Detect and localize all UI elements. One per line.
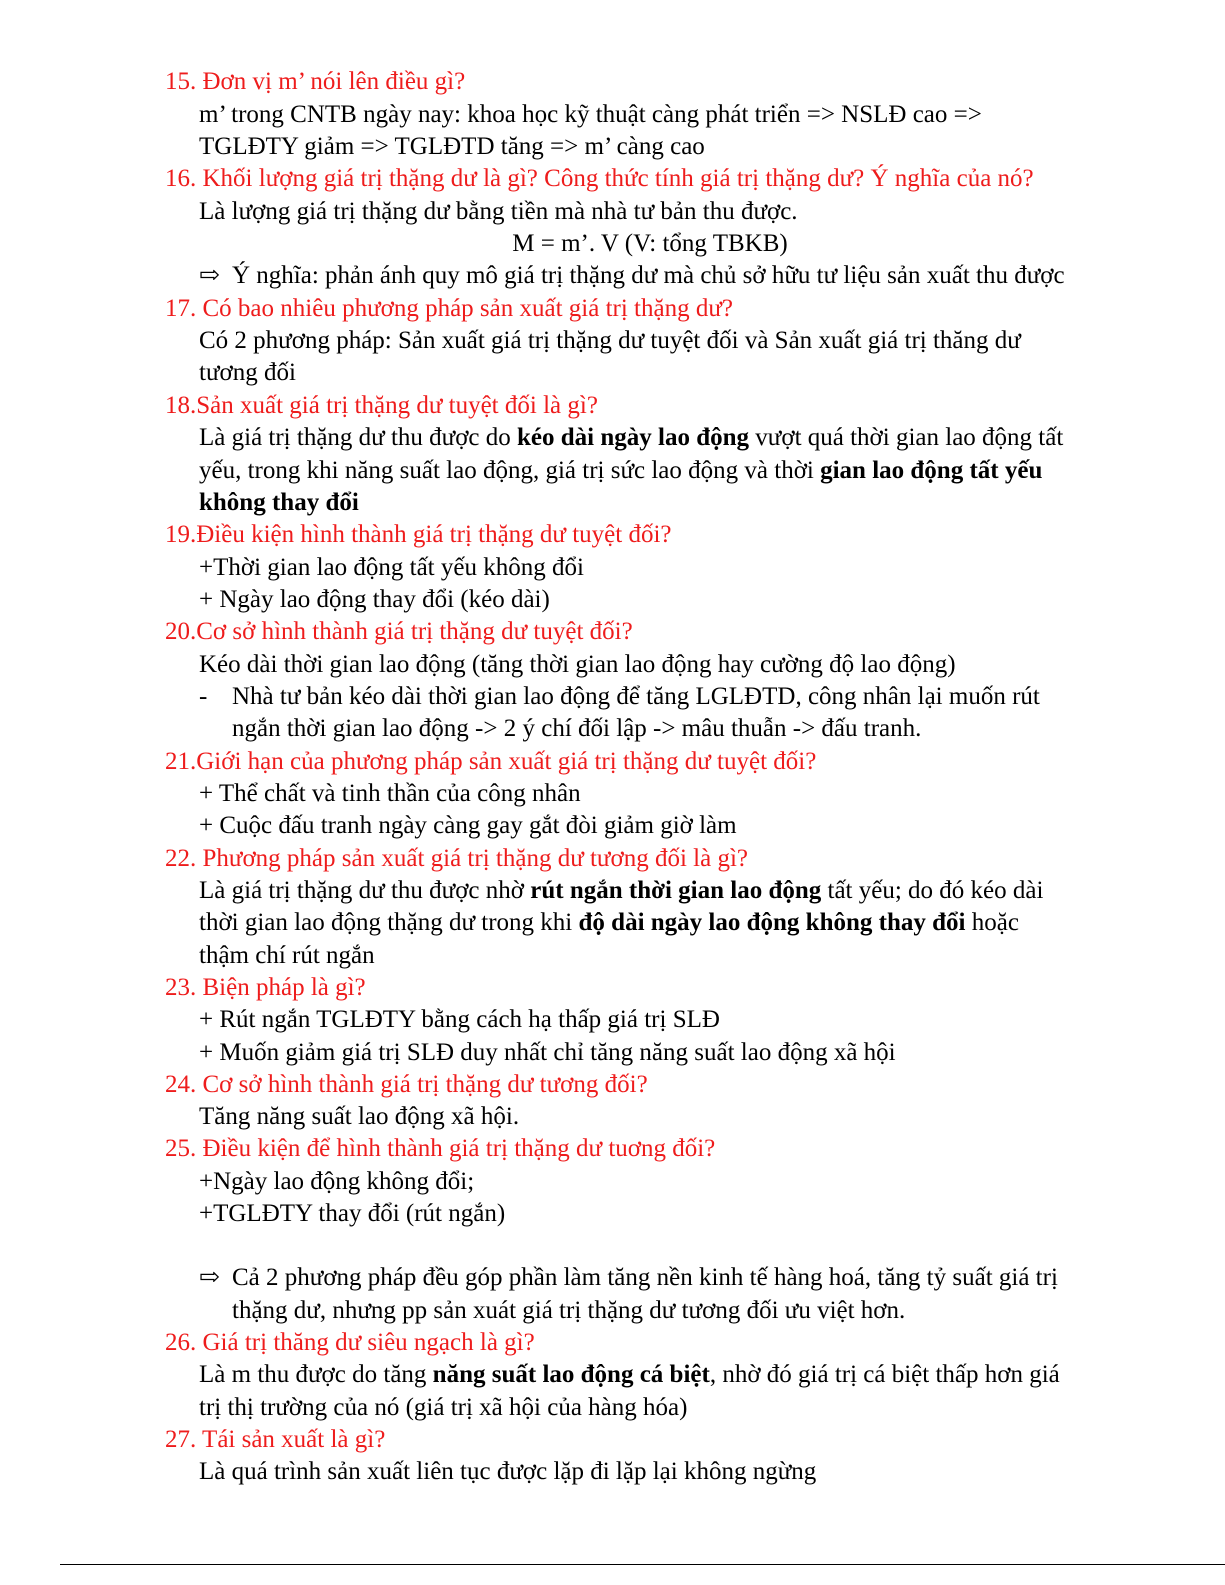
answer-25-line-1: +Ngày lao động không đổi; <box>199 1168 475 1195</box>
answer-18-bold: không thay đổi <box>199 489 359 516</box>
answer-26-text: Là m thu được do tăng <box>199 1361 433 1388</box>
answer-15-line-2: TGLĐTY giảm => TGLĐTD tăng => m’ càng cao <box>199 133 705 160</box>
answer-23-line-1: + Rút ngắn TGLĐTY bằng cách hạ thấp giá trị SLĐ <box>199 1006 720 1033</box>
answer-22-line-1 <box>199 875 1043 907</box>
question-27-title: 27. Tái sản xuất là gì? <box>165 1426 386 1453</box>
answer-20-line-2: Nhà tư bản kéo dài thời gian lao động để tăng LGLĐTD, công nhân lại muốn rút <box>232 683 1040 710</box>
arrow-icon: ⇨ <box>199 262 220 289</box>
answer-26-bold: năng suất lao động cá biệt <box>432 1361 710 1388</box>
answer-20-line-1: Kéo dài thời gian lao động (tăng thời gian lao động hay cường độ lao động) <box>199 651 956 678</box>
answer-21-line-1: + Thể chất và tinh thần của công nhân <box>199 780 581 807</box>
answer-16-line-1: Là lượng giá trị thặng dư bằng tiền mà nhà tư bản thu được. <box>199 198 798 225</box>
answer-22-text: Là giá trị thặng dư thu được nhờ <box>199 877 531 904</box>
dash-bullet-icon: - <box>199 683 208 710</box>
answer-19-line-2: + Ngày lao động thay đổi (kéo dài) <box>199 586 550 613</box>
answer-25-conclusion-line-1: Cả 2 phương pháp đều góp phần làm tăng nền kinh tế hàng hoá, tăng tỷ suất giá trị <box>232 1264 1058 1291</box>
answer-18-line-2 <box>199 455 1042 487</box>
answer-19-line-1: +Thời gian lao động tất yếu không đổi <box>199 554 584 581</box>
answer-18-text: vượt quá thời gian lao động tất <box>749 424 1064 451</box>
answer-16-formula: M = m’. V (V: tổng TBKB) <box>512 230 788 257</box>
arrow-icon: ⇨ <box>199 1264 220 1291</box>
question-15-title: 15. Đơn vị m’ nói lên điều gì? <box>165 68 466 95</box>
question-19-title: 19.Điều kiện hình thành giá trị thặng dư tuyệt đối? <box>165 521 672 548</box>
answer-26-line-2: trị thị trường của nó (giá trị xã hội của hàng hóa) <box>199 1394 688 1421</box>
question-21-title: 21.Giới hạn của phương pháp sản xuất giá trị thặng dư tuyệt đối? <box>165 748 817 775</box>
question-18-title: 18.Sản xuất giá trị thặng dư tuyệt đối là gì? <box>165 392 598 419</box>
answer-18-bold: kéo dài ngày lao động <box>517 424 750 451</box>
answer-18-text: Là giá trị thặng dư thu được do <box>199 424 518 451</box>
answer-16-meaning-text: Ý nghĩa: phản ánh quy mô giá trị thặng dư mà chủ sở hữu tư liệu sản xuất thu được <box>232 262 1065 289</box>
answer-18-text: yếu, trong khi năng suất lao động, giá trị sức lao động và thời <box>199 457 821 484</box>
answer-23-line-2: + Muốn giảm giá trị SLĐ duy nhất chỉ tăng năng suất lao động xã hội <box>199 1039 896 1066</box>
answer-25-conclusion-line-2: thặng dư, nhưng pp sản xuát giá trị thặng dư tương đối ưu việt hơn. <box>232 1297 906 1324</box>
question-24-title: 24. Cơ sở hình thành giá trị thặng dư tương đối? <box>165 1071 648 1098</box>
answer-20-line-3: ngắn thời gian lao động -> 2 ý chí đối lập -> mâu thuẫn -> đấu tranh. <box>232 715 922 742</box>
answer-24-line-1: Tăng năng suất lao động xã hội. <box>199 1103 520 1130</box>
answer-15-line-1: m’ trong CNTB ngày nay: khoa học kỹ thuật càng phát triển => NSLĐ cao => <box>199 101 982 128</box>
page-bottom-rule <box>60 1564 1225 1565</box>
answer-22-bold: độ dài ngày lao động không thay đổi <box>578 909 966 936</box>
answer-16-meaning <box>199 260 1065 292</box>
question-17-title: 17. Có bao nhiêu phương pháp sản xuất giá trị thặng dư? <box>165 295 733 322</box>
answer-17-line-1: Có 2 phương pháp: Sản xuất giá trị thặng dư tuyệt đối và Sản xuất giá trị thăng dư <box>199 327 1021 354</box>
question-22-title: 22. Phương pháp sản xuất giá trị thặng dư tương đối là gì? <box>165 845 748 872</box>
answer-26-line-1 <box>199 1359 1060 1391</box>
answer-22-text: tất yếu; do đó kéo dài <box>821 877 1044 904</box>
answer-18-line-3 <box>199 487 359 519</box>
answer-18-bold: gian lao động tất yếu <box>820 457 1043 484</box>
answer-18-line-1 <box>199 422 1063 454</box>
question-25-title: 25. Điều kiện để hình thành giá trị thặng dư tuơng đối? <box>165 1135 716 1162</box>
answer-26-text: , nhờ đó giá trị cá biệt thấp hơn giá <box>709 1361 1060 1388</box>
answer-27-line-1: Là quá trình sản xuất liên tục được lặp đi lặp lại không ngừng <box>199 1458 817 1485</box>
answer-22-text: thời gian lao động thặng dư trong khi <box>199 909 579 936</box>
answer-22-line-2 <box>199 907 1019 939</box>
question-16-title: 16. Khối lượng giá trị thặng dư là gì? Công thức tính giá trị thặng dư? Ý nghĩa của nó? <box>165 165 1034 192</box>
answer-22-line-3: thậm chí rút ngắn <box>199 942 375 969</box>
answer-25-conclusion <box>199 1262 1058 1294</box>
question-26-title: 26. Giá trị thăng dư siêu ngạch là gì? <box>165 1329 535 1356</box>
question-23-title: 23. Biện pháp là gì? <box>165 974 366 1001</box>
question-20-title: 20.Cơ sở hình thành giá trị thặng dư tuyệt đối? <box>165 618 633 645</box>
answer-20-bullet <box>199 681 1040 713</box>
answer-22-text: hoặc <box>965 909 1019 936</box>
answer-25-line-2: +TGLĐTY thay đổi (rút ngắn) <box>199 1200 506 1227</box>
answer-21-line-2: + Cuộc đấu tranh ngày càng gay gắt đòi giảm giờ làm <box>199 812 737 839</box>
answer-17-line-2: tương đối <box>199 359 296 386</box>
answer-22-bold: rút ngắn thời gian lao động <box>530 877 822 904</box>
